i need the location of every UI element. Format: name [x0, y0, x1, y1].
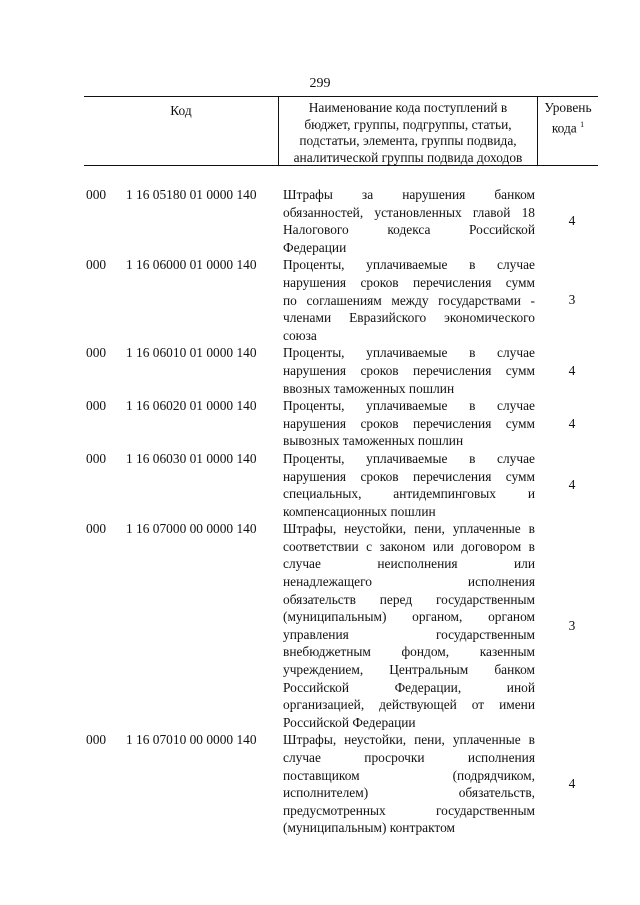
- description-line: Российской Федерации: [283, 714, 416, 730]
- description-line: управления государственным: [283, 626, 535, 642]
- description-line: поставщиком (подрядчиком,: [283, 767, 535, 783]
- description-line: ненадлежащего исполнения: [283, 574, 535, 590]
- row-code: 1 16 05180 01 0000 140: [126, 187, 257, 202]
- row-level: 4: [568, 477, 576, 493]
- page-number: 299: [309, 76, 331, 91]
- header-name-line: подстатьи, элемента, группы подвида,: [299, 133, 517, 148]
- header-name-line: аналитической группы подвида доходов: [293, 149, 523, 165]
- description-line: Штрафы, неустойки, пени, уплаченные в: [283, 521, 535, 537]
- description-line: обязанностей, установленных главой 18: [283, 204, 535, 220]
- header-code: Код: [170, 103, 192, 118]
- description-line: обязательств перед государственным: [283, 591, 535, 607]
- description-line: (муниципальным) органом, органом: [283, 609, 535, 625]
- table-row: [0, 731, 640, 837]
- description-line: соответствии с законом или договором в: [283, 538, 535, 554]
- description-line: Проценты, уплачиваемые в случае: [283, 257, 535, 273]
- header-level-line2: [538, 117, 598, 137]
- table-row: [0, 397, 640, 450]
- description-line: союза: [283, 327, 317, 343]
- description-line: Проценты, уплачиваемые в случае: [283, 345, 535, 361]
- table-row: [0, 450, 640, 520]
- header-name-line: Наименование кода поступлений в: [308, 100, 508, 115]
- row-prefix: 000: [86, 345, 107, 361]
- footnote-marker: 1: [580, 119, 585, 129]
- row-prefix: 000: [86, 732, 107, 748]
- description-line: Штрафы за нарушения банком: [283, 187, 535, 202]
- row-code: 1 16 07010 00 0000 140: [126, 732, 257, 748]
- row-description: [283, 731, 535, 837]
- table-row: [0, 186, 640, 256]
- description-line: специальных, антидемпинговых и: [283, 486, 535, 502]
- description-line: учреждением, Центральным банком: [283, 662, 535, 678]
- row-prefix: 000: [86, 187, 107, 202]
- table-header: [84, 96, 598, 166]
- description-line: по соглашениям между государствами -: [283, 292, 535, 308]
- description-line: ввозных таможенных пошлин: [283, 380, 455, 396]
- row-code: 1 16 06020 01 0000 140: [126, 398, 257, 414]
- row-code: 1 16 07000 00 0000 140: [126, 521, 257, 537]
- table-row: [0, 256, 640, 344]
- header-level-line: Уровень: [544, 100, 592, 115]
- description-line: компенсационных пошлин: [283, 503, 436, 519]
- row-description: [283, 186, 535, 256]
- description-line: (муниципальным) контрактом: [283, 820, 456, 836]
- row-level: 3: [568, 617, 576, 633]
- header-level-word: кода: [551, 119, 577, 135]
- description-line: Российской Федерации, иной: [283, 679, 535, 695]
- description-line: случае неисполнения или: [283, 556, 535, 572]
- description-line: Федерации: [283, 239, 347, 255]
- description-line: организацией, действующей от имени: [283, 697, 535, 713]
- description-line: нарушения сроков перечисления сумм: [283, 468, 535, 484]
- table-row: [0, 344, 640, 397]
- row-level: 3: [568, 292, 576, 308]
- description-line: вывозных таможенных пошлин: [283, 433, 464, 449]
- row-prefix: 000: [86, 521, 107, 537]
- row-code: 1 16 06010 01 0000 140: [126, 345, 257, 361]
- header-name: [278, 97, 538, 165]
- table-row: [0, 520, 640, 731]
- description-line: предусмотренных государственным: [283, 802, 535, 818]
- row-level: 4: [568, 213, 576, 229]
- row-code: 1 16 06000 01 0000 140: [126, 257, 257, 273]
- description-line: Налогового кодекса Российской: [283, 222, 535, 238]
- description-line: членами Евразийского экономического: [283, 310, 535, 326]
- row-level: 4: [568, 776, 576, 792]
- row-level: 4: [568, 362, 576, 378]
- description-line: нарушения сроков перечисления сумм: [283, 362, 535, 378]
- row-description: [283, 256, 535, 344]
- row-prefix: 000: [86, 398, 107, 414]
- table-body: [0, 186, 640, 837]
- row-description: [283, 397, 535, 450]
- row-prefix: 000: [86, 257, 107, 273]
- row-description: [283, 520, 535, 731]
- row-description: [283, 450, 535, 520]
- row-prefix: 000: [86, 450, 107, 466]
- row-level: 4: [568, 415, 576, 431]
- row-code: 1 16 06030 01 0000 140: [126, 450, 257, 466]
- description-line: нарушения сроков перечисления сумм: [283, 274, 535, 290]
- description-line: Проценты, уплачиваемые в случае: [283, 398, 535, 414]
- header-level: [538, 97, 598, 165]
- description-line: нарушения сроков перечисления сумм: [283, 415, 535, 431]
- description-line: внебюджетным фондом, казенным: [283, 644, 535, 660]
- description-line: исполнителем) обязательств,: [283, 785, 535, 801]
- description-line: Проценты, уплачиваемые в случае: [283, 450, 535, 466]
- description-line: случае просрочки исполнения: [283, 750, 535, 765]
- header-name-line: бюджет, группы, подгруппы, статьи,: [304, 116, 512, 132]
- row-description: [283, 344, 535, 397]
- description-line: Штрафы, неустойки, пени, уплаченные в: [283, 732, 535, 748]
